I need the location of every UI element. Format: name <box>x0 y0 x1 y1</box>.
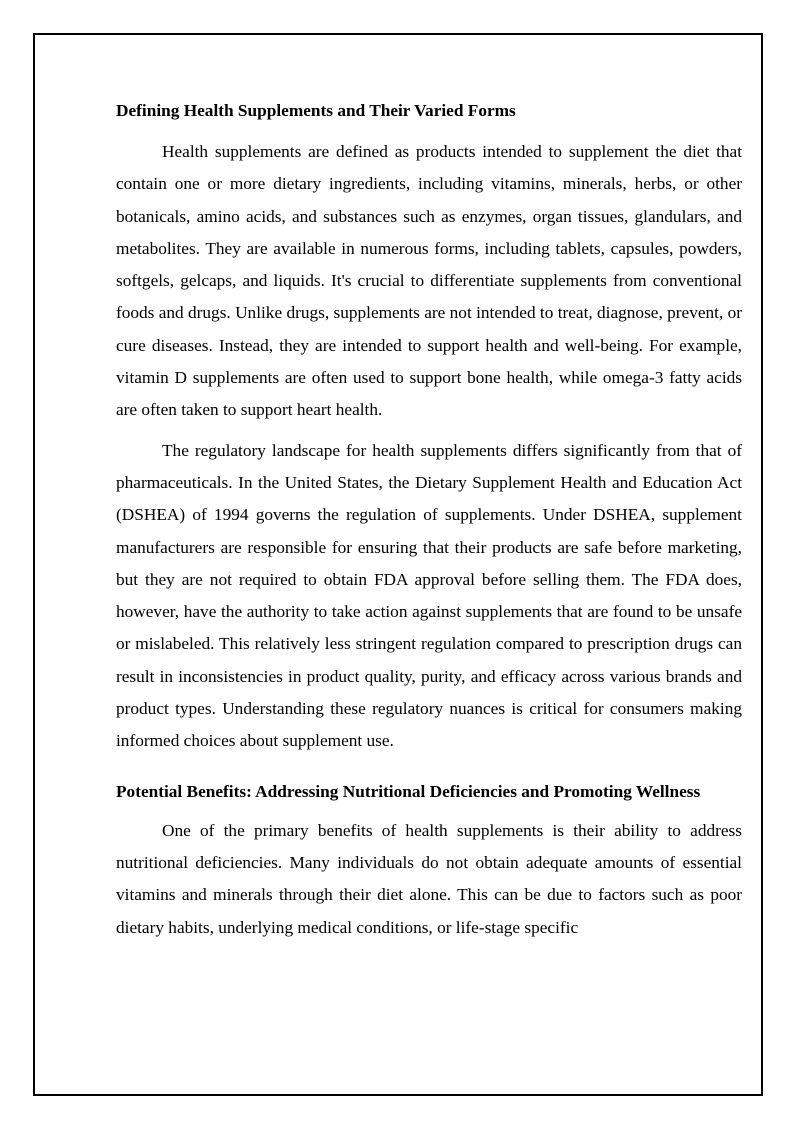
paragraph: Health supplements are defined as products intended to supplement the diet that contain one or more dietary ingredients, including vitamins, minerals, herbs, or other botanicals, amino acids, and substances such as enzymes, organ tissues, glandulars, and metabolites. They are available in numerous forms, including tablets, capsules, powders, softgels, gelcaps, and liquids. It's crucial to differentiate supplements from conventional foods and drugs. Unlike drugs, supplements are not intended to treat, diagnose, prevent, or cure diseases. Instead, they are intended to support health and well-being. For example, vitamin D supplements are often used to support bone health, while omega-3 fatty acids are often taken to support heart health. <box>116 142 742 420</box>
document-body <box>116 98 742 944</box>
section-heading: Defining Health Supplements and Their Varied Forms <box>116 101 516 120</box>
section-heading: Potential Benefits: Addressing Nutritional Deficiencies and Promoting Wellness <box>116 781 701 801</box>
paragraph: The regulatory landscape for health supplements differs significantly from that of pharmaceuticals. In the United States, the Dietary Supplement Health and Education Act (DSHEA) of 1994 governs the regulation of supplements. Under DSHEA, supplement manufacturers are responsible for ensuring that their products are safe before marketing, but they are not required to obtain FDA approval before selling them. The FDA does, however, have the authority to take action against supplements that are found to be unsafe or mislabeled. This relatively less stringent regulation compared to prescription drugs can result in inconsistencies in product quality, purity, and efficacy across various brands and product types. Understanding these regulatory nuances is critical for consumers making informed choices about supplement use. <box>116 440 742 751</box>
paragraph: One of the primary benefits of health supplements is their ability to address nutritional deficiencies. Many individuals do not obtain adequate amounts of essential vitamins and minerals through their diet alone. This can be due to factors such as poor dietary habits, underlying medical conditions, or life-stage specific <box>116 820 742 937</box>
